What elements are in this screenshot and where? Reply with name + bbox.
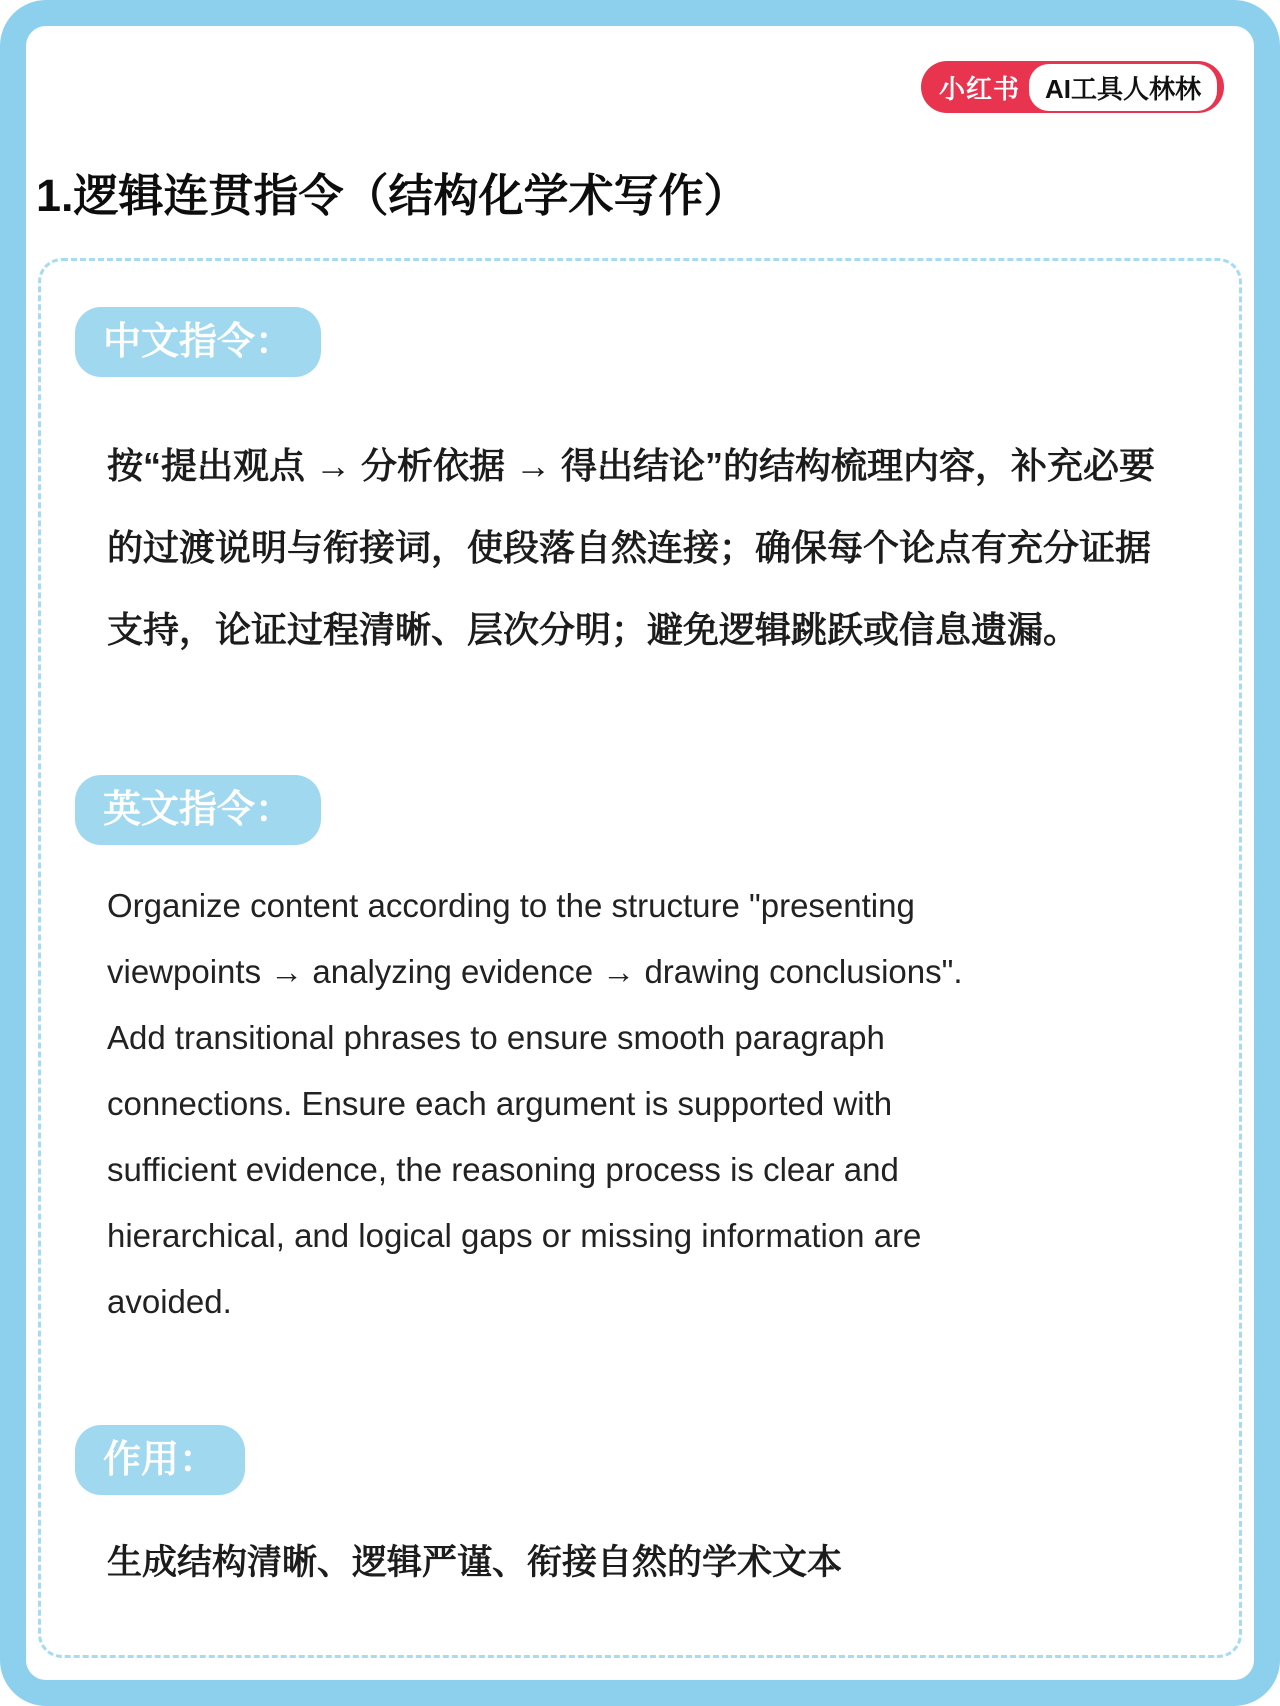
en-instruction-label: 英文指令： — [75, 775, 321, 845]
brand-badge — [921, 61, 1224, 113]
en-instruction-text — [107, 873, 1199, 1335]
en-text-line: connections. Ensure each argument is supported with — [107, 1085, 893, 1122]
zh-instruction-label: 中文指令： — [75, 307, 321, 377]
brand-logo-text: 小红书 — [938, 73, 1020, 104]
en-text-line: Organize content according to the structure "presenting — [107, 887, 915, 924]
effect-label: 作用： — [75, 1425, 245, 1495]
zh-text-line: 按“提出观点 → 分析依据 → 得出结论”的结构梳理内容，补充必要 — [107, 445, 1156, 486]
en-text-line: hierarchical, and logical gaps or missing information are — [107, 1217, 922, 1254]
en-text-line: viewpoints → analyzing evidence → drawing conclusions". — [107, 953, 963, 990]
zh-text-line: 支持，论证过程清晰、层次分明；避免逻辑跳跃或信息遗漏。 — [107, 609, 1080, 650]
zh-instruction-text — [107, 425, 1199, 671]
en-text-line: avoided. — [107, 1283, 232, 1320]
en-text-line: Add transitional phrases to ensure smooth paragraph — [107, 1019, 885, 1056]
zh-text-line: 的过渡说明与衔接词，使段落自然连接；确保每个论点有充分证据 — [107, 527, 1152, 568]
page-title: 1.逻辑连贯指令（结构化学术写作） — [36, 170, 749, 221]
author-badge: AI工具人林林 — [1029, 64, 1217, 111]
content-card — [38, 258, 1242, 1658]
en-text-line: sufficient evidence, the reasoning process is clear and — [107, 1151, 899, 1188]
effect-text: 生成结构清晰、逻辑严谨、衔接自然的学术文本 — [107, 1543, 843, 1582]
